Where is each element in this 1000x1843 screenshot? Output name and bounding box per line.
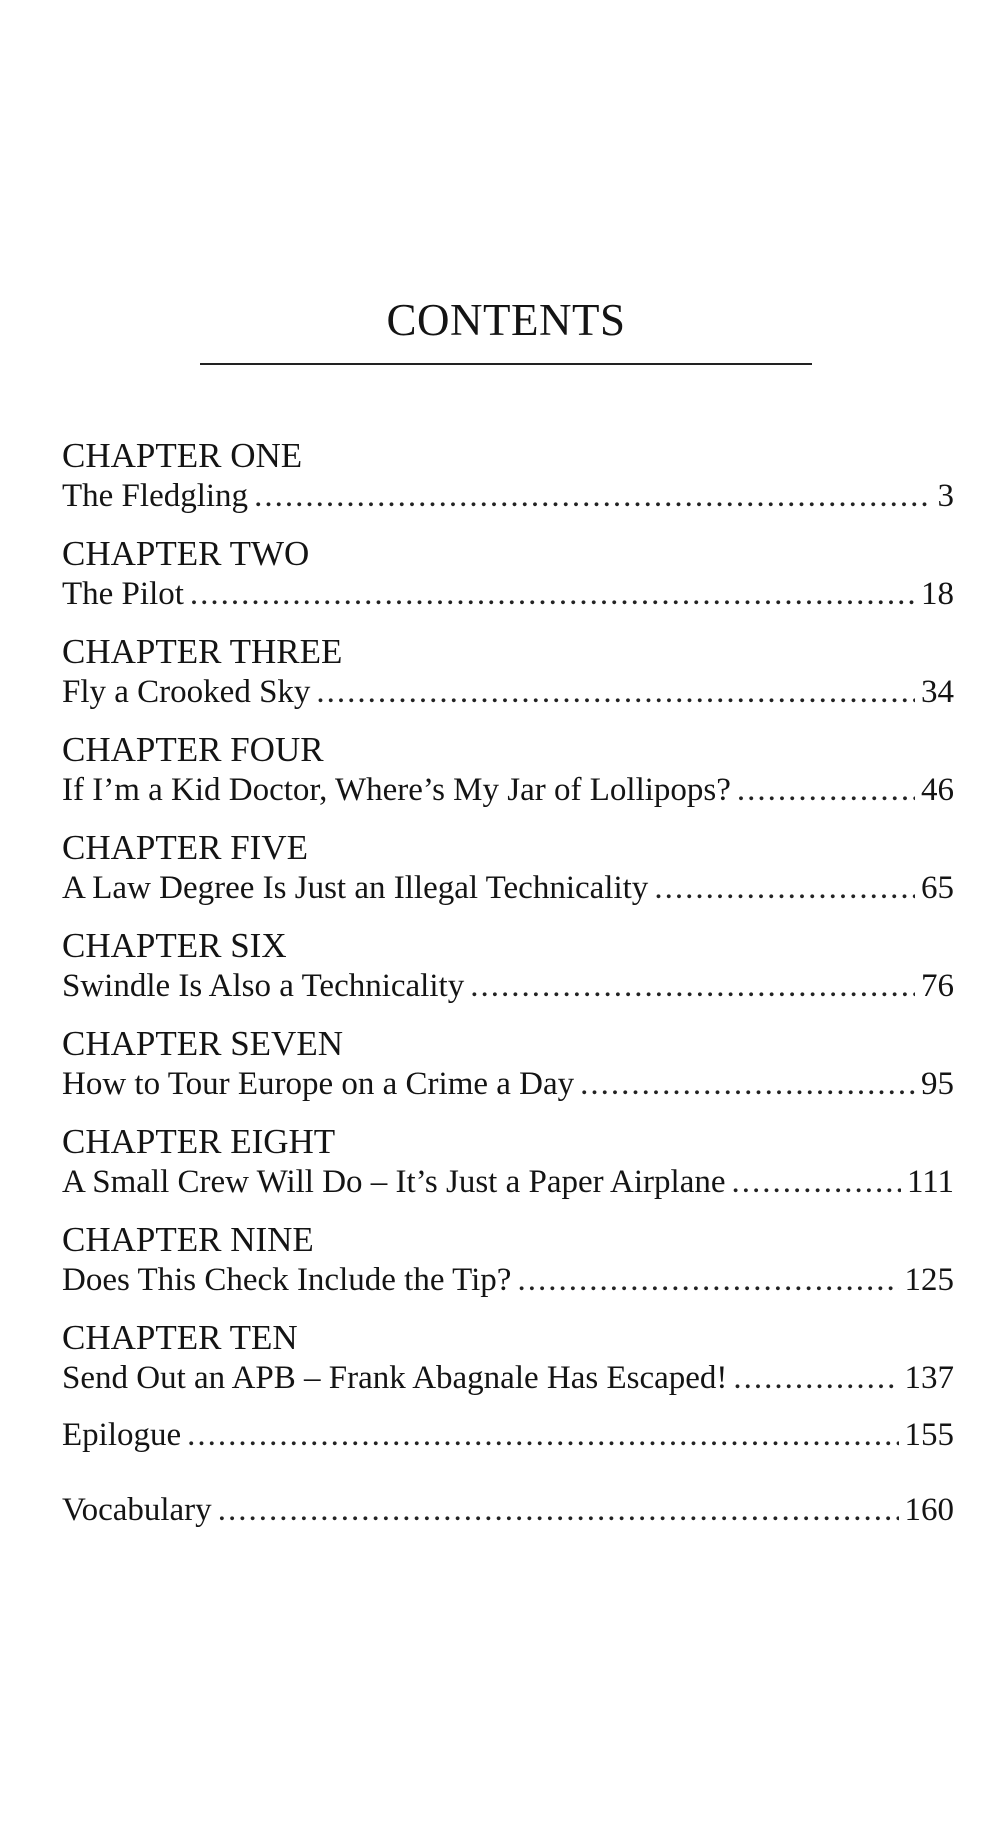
dot-leader	[218, 1490, 899, 1531]
page-number: 34	[921, 674, 954, 710]
page-title: CONTENTS	[386, 295, 626, 345]
title-underline	[200, 363, 812, 365]
chapter-title-line	[62, 574, 954, 615]
chapter-entry-4	[62, 729, 954, 811]
page-number: 125	[904, 1262, 954, 1298]
chapter-title-line	[62, 868, 954, 909]
chapter-label: CHAPTER NINE	[62, 1220, 314, 1259]
dot-leader	[470, 966, 915, 1007]
page-number: 111	[906, 1164, 954, 1200]
chapter-label: CHAPTER TWO	[62, 534, 310, 573]
chapter-label: CHAPTER EIGHT	[62, 1122, 336, 1161]
page-number: 76	[921, 968, 954, 1004]
dot-leader	[580, 1064, 915, 1105]
chapter-title-line	[62, 1064, 954, 1105]
chapter-entry-5	[62, 827, 954, 909]
page-number: 160	[904, 1492, 954, 1528]
vocabulary-title: Vocabulary	[62, 1492, 212, 1528]
chapter-entry-6	[62, 925, 954, 1007]
chapter-title: Send Out an APB – Frank Abagnale Has Escaped!	[62, 1360, 728, 1396]
page-number: 155	[904, 1417, 954, 1453]
chapter-title-line	[62, 966, 954, 1007]
chapter-label: CHAPTER ONE	[62, 436, 303, 475]
chapter-title: Does This Check Include the Tip?	[62, 1262, 512, 1298]
page-number: 46	[921, 772, 954, 808]
dot-leader	[316, 672, 915, 713]
chapter-title-line	[62, 1162, 954, 1203]
chapter-title-line	[62, 770, 954, 811]
page-number: 3	[937, 478, 954, 514]
chapter-entry-9	[62, 1219, 954, 1301]
dot-leader	[187, 1415, 898, 1456]
chapter-title: Swindle Is Also a Technicality	[62, 968, 465, 1004]
chapter-entry-3	[62, 631, 954, 713]
chapter-entry-8	[62, 1121, 954, 1203]
epilogue-title: Epilogue	[62, 1417, 182, 1453]
page-number: 65	[921, 870, 954, 906]
chapter-label: CHAPTER SEVEN	[62, 1024, 343, 1063]
chapter-entry-10	[62, 1317, 954, 1399]
chapter-title: If I’m a Kid Doctor, Where’s My Jar of Lollipops?	[62, 772, 731, 808]
chapter-title: The Fledgling	[62, 478, 249, 514]
chapter-entry-2	[62, 533, 954, 615]
chapter-label: CHAPTER SIX	[62, 926, 287, 965]
chapter-label: CHAPTER THREE	[62, 632, 343, 671]
vocabulary-entry	[62, 1490, 954, 1531]
dot-leader	[190, 574, 915, 615]
dot-leader	[517, 1260, 898, 1301]
chapter-title: A Small Crew Will Do – It’s Just a Paper Airplane	[62, 1164, 726, 1200]
chapter-title-line	[62, 672, 954, 713]
table-of-contents	[62, 435, 954, 1531]
epilogue-entry	[62, 1415, 954, 1456]
chapter-title: Fly a Crooked Sky	[62, 674, 311, 710]
page-number: 18	[921, 576, 954, 612]
chapter-label: CHAPTER FOUR	[62, 730, 324, 769]
chapter-entry-1	[62, 435, 954, 517]
dot-leader	[254, 476, 931, 517]
chapter-title: A Law Degree Is Just an Illegal Technicality	[62, 870, 649, 906]
page-number: 95	[921, 1066, 954, 1102]
chapter-title: How to Tour Europe on a Crime a Day	[62, 1066, 575, 1102]
chapter-title-line	[62, 476, 954, 517]
chapter-title-line	[62, 1260, 954, 1301]
dot-leader	[733, 1358, 898, 1399]
dot-leader	[654, 868, 915, 909]
chapter-title: The Pilot	[62, 576, 184, 612]
page-number: 137	[904, 1360, 954, 1396]
dot-leader	[732, 1162, 901, 1203]
chapter-entry-7	[62, 1023, 954, 1105]
chapter-label: CHAPTER TEN	[62, 1318, 298, 1357]
chapter-label: CHAPTER FIVE	[62, 828, 308, 867]
chapter-title-line	[62, 1358, 954, 1399]
dot-leader	[737, 770, 915, 811]
